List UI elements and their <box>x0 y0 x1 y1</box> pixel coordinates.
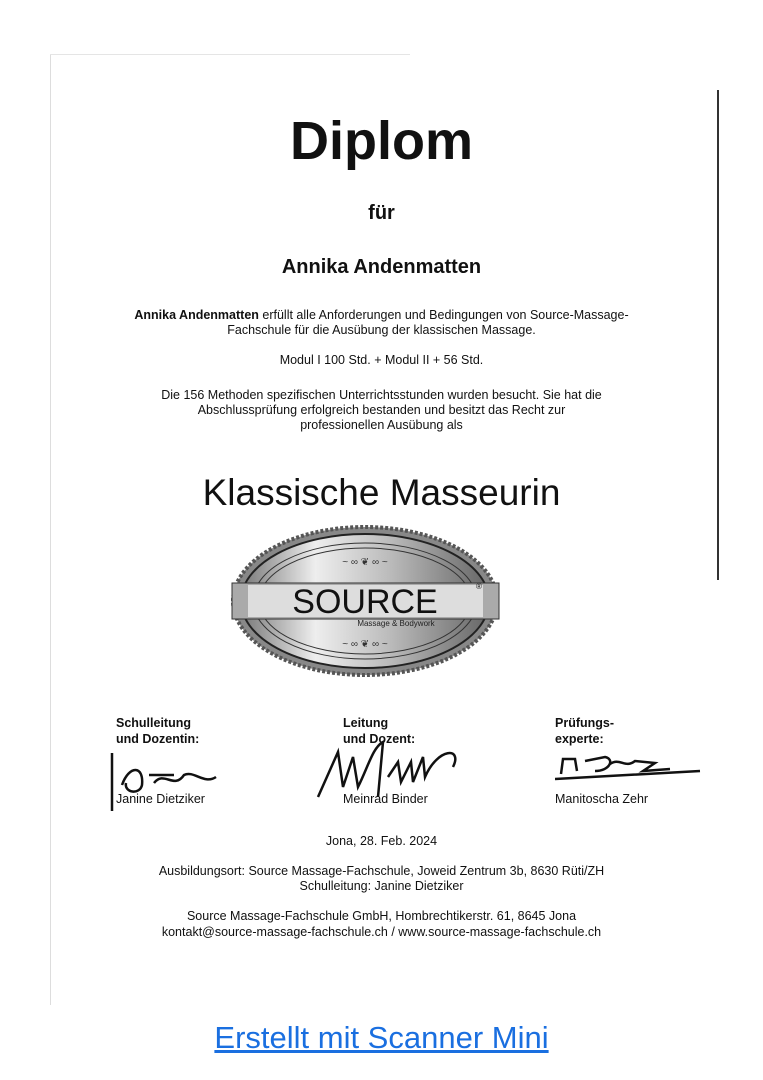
date-place: Jona, 28. Feb. 2024 <box>325 834 438 848</box>
paragraph-line-1: Die 156 Methoden spezifischen Unterrichtsstunden wurden besucht. Sie hat die <box>161 388 602 402</box>
paragraph-line-3: professionellen Ausübung als <box>300 418 463 432</box>
statement-text: erfüllt alle Anforderungen und Bedingungen von Source-Massage- <box>258 308 629 322</box>
modules-text: Modul I 100 Std. + Modul II + 56 Std. <box>279 353 484 367</box>
signature-block-2 <box>343 715 523 806</box>
signature-block-1 <box>116 715 296 806</box>
recipient-name: Annika Andenmatten <box>281 256 482 278</box>
signatory-name: Meinrad Binder <box>343 792 428 806</box>
scan-edge-top <box>50 54 410 55</box>
logo-tagline: Massage & Bodywork <box>357 619 435 628</box>
statement-line-2: Fachschule für die Ausübung der klassischen Massage. <box>227 323 536 337</box>
handwritten-signature <box>555 749 705 789</box>
signature-block-3 <box>555 715 735 806</box>
diploma-title: Diplom <box>290 111 473 171</box>
scanner-mini-link[interactable]: Erstellt mit Scanner Mini <box>214 1020 549 1055</box>
scan-edge-left <box>50 55 51 1005</box>
source-logo-seal <box>228 525 503 677</box>
paragraph-line-2: Abschlussprüfung erfolgreich bestanden und besitzt das Recht zur <box>197 403 566 417</box>
statement-name: Annika Andenmatten <box>134 308 259 322</box>
for-label: für <box>368 202 395 224</box>
profession-title: Klassische Masseurin <box>202 472 561 513</box>
company-address: Source Massage-Fachschule GmbH, Hombrechtikerstr. 61, 8645 Jona <box>186 909 577 923</box>
school-management: Schulleitung: Janine Dietziker <box>299 879 464 893</box>
signatory-name: Janine Dietziker <box>116 792 205 806</box>
signature-label: Schulleitung <box>116 716 191 730</box>
logo-registered-mark: ® <box>476 582 482 591</box>
training-location: Ausbildungsort: Source Massage-Fachschule, Joweid Zentrum 3b, 8630 Rüti/ZH <box>158 864 605 878</box>
contact-info: kontakt@source-massage-fachschule.ch / www.source-massage-fachschule.ch <box>161 925 602 939</box>
signatory-name: Manitoscha Zehr <box>555 792 649 806</box>
signature-label: Prüfungs- <box>555 716 615 730</box>
svg-text:~ ∞ ❦ ∞ ~: ~ ∞ ❦ ∞ ~ <box>342 557 388 568</box>
signature-label: und Dozent: <box>343 732 416 746</box>
signature-label: experte: <box>555 732 604 746</box>
statement-line-1 <box>0 308 763 323</box>
svg-text:~ ∞ ❦ ∞ ~: ~ ∞ ❦ ∞ ~ <box>342 639 388 650</box>
signature-label: Leitung <box>343 716 389 730</box>
logo-brand: SOURCE <box>292 583 438 621</box>
signature-label: und Dozentin: <box>116 732 200 746</box>
